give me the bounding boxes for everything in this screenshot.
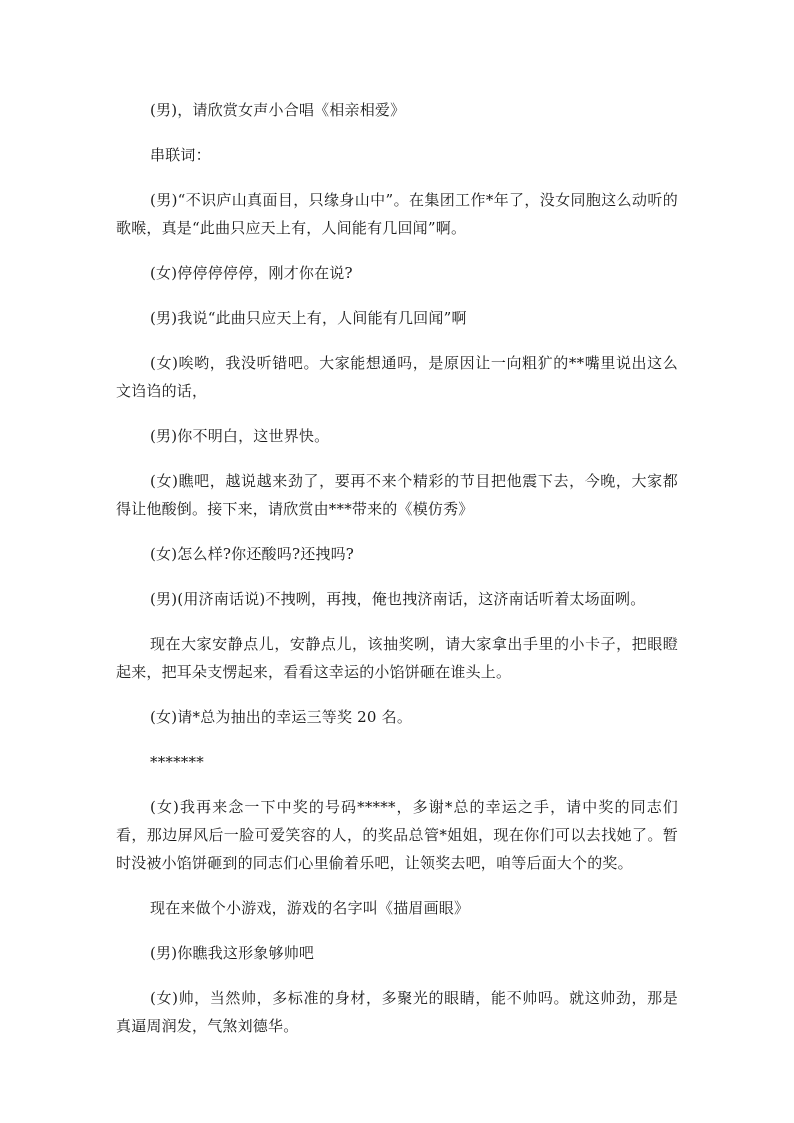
paragraph: 串联词： xyxy=(150,146,211,164)
paragraph: 现在来做个小游戏，游戏的名字叫《描眉画眼》 xyxy=(150,899,470,917)
paragraph: (女)请*总为抽出的幸运三等奖 20 名。 xyxy=(150,708,413,726)
document-body xyxy=(116,96,678,1057)
paragraph: 现在大家安静点儿，安静点儿，该抽奖咧，请大家拿出手里的小卡子，把眼瞪起来，把耳朵支愣起来，看看这幸运的小馅饼砸在谁头上。 xyxy=(116,635,678,681)
paragraph: (女)我再来念一下中奖的号码*****，多谢*总的幸运之手，请中奖的同志们看，那边屏风后一脸可爱笑容的人，的奖品总管*姐姐，现在你们可以去找她了。暂时没被小馅饼砸到的同志们心里偷着乐吧，让领奖去吧，咱等后面大个的奖。 xyxy=(116,798,678,872)
paragraph: (女)停停停停停，刚才你在说? xyxy=(150,264,353,282)
paragraph: (男)“不识庐山真面目，只缘身山中”。在集团工作*年了，没女同胞这么动听的歌喉，真是“此曲只应天上有，人间能有几回闻”啊。 xyxy=(116,191,678,237)
paragraph: (男)我说“此曲只应天上有，人间能有几回闻”啊 xyxy=(150,309,467,327)
paragraph: (男)(用济南话说)不拽咧，再拽，俺也拽济南话，这济南话听着太场面咧。 xyxy=(150,590,646,608)
paragraph: (女)瞧吧，越说越来劲了，要再不来个精彩的节目把他震下去，今晚，大家都得让他酸倒。接下来，请欣赏由***带来的《模仿秀》 xyxy=(116,472,678,518)
paragraph: (女)帅，当然帅，多标准的身材，多聚光的眼睛，能不帅吗。就这帅劲，那是真逼周润发，气煞刘德华。 xyxy=(116,989,678,1035)
paragraph: (男)你不明白，这世界快。 xyxy=(150,427,330,445)
paragraph: (女)怎么样?你还酸吗?还拽吗? xyxy=(150,545,355,563)
paragraph: (男)你瞧我这形象够帅吧 xyxy=(150,944,315,962)
paragraph: (男)，请欣赏女声小合唱《相亲相爱》 xyxy=(150,101,406,119)
paragraph: (女)唉哟，我没听错吧。大家能想通吗，是原因让一向粗犷的**嘴里说出这么文诌诌的话， xyxy=(116,354,678,400)
paragraph: ******* xyxy=(150,753,204,771)
